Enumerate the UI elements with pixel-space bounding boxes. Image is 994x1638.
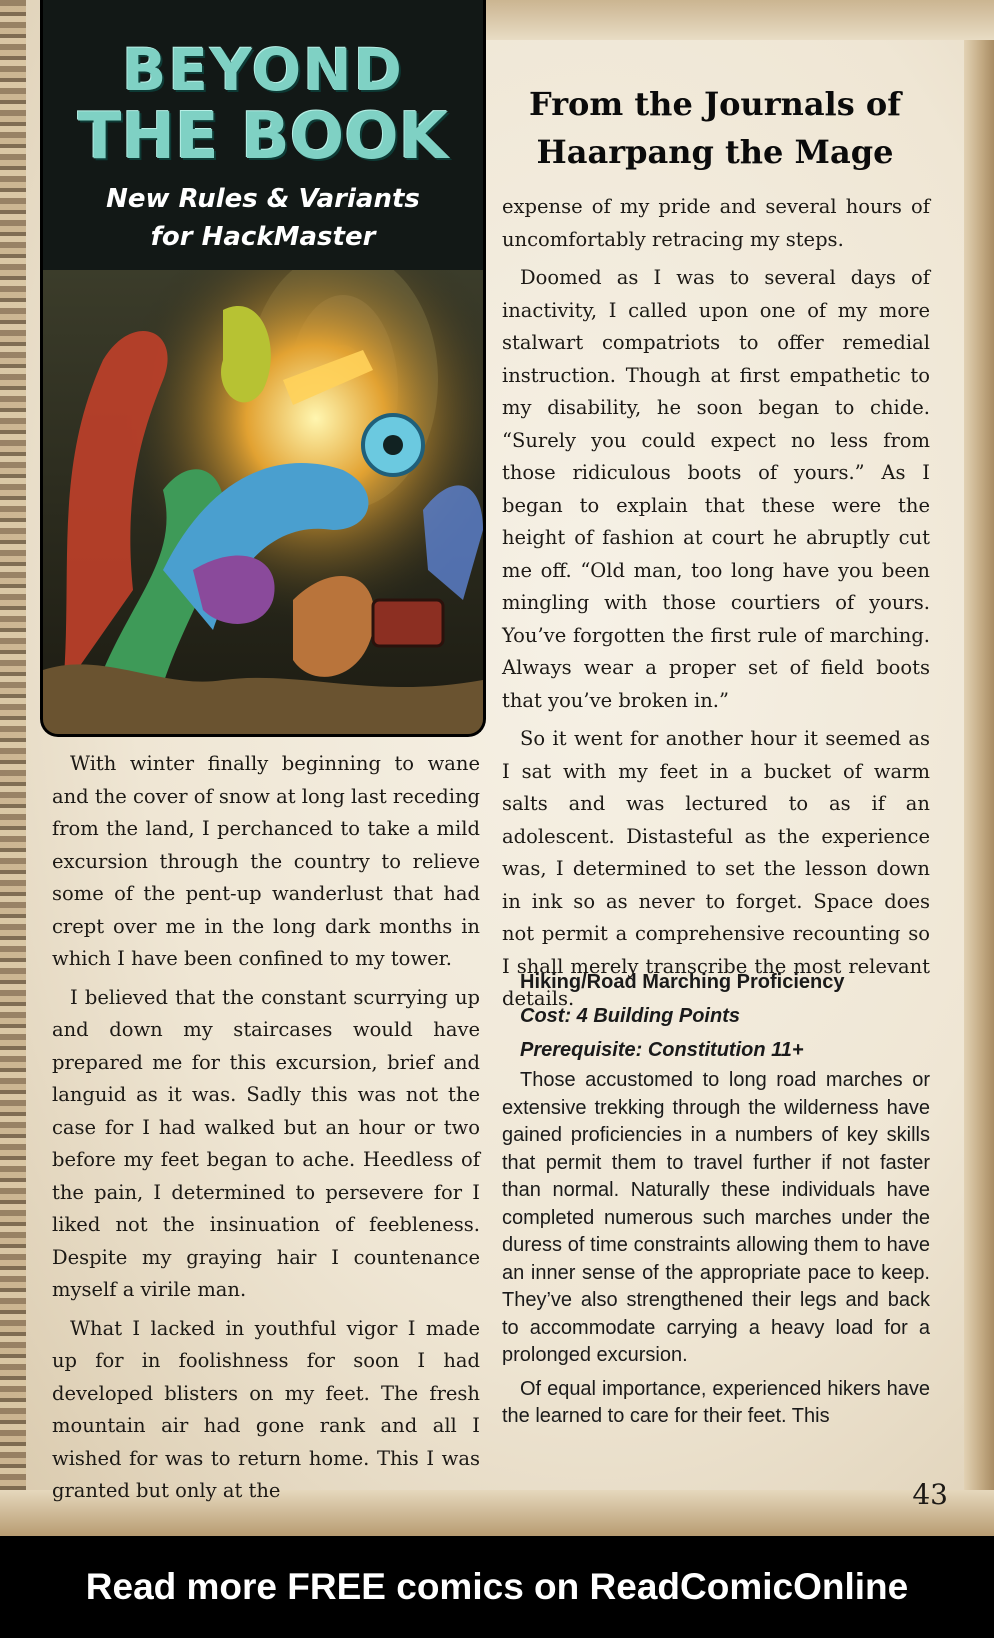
book-cover-illustration: [40, 0, 486, 737]
proficiency-prerequisite: Prerequisite: Constitution 11+: [520, 1039, 804, 1061]
cover-title-line1: BEYOND: [122, 36, 404, 104]
torn-right-edge: [964, 0, 994, 1536]
proficiency-title: Hiking/Road Marching Proficiency: [520, 971, 845, 993]
journal-left-column: [52, 748, 480, 1514]
journal-right-column: [502, 191, 930, 1022]
journal-paragraph: expense of my pride and several hours of uncomfortably retracing my steps.: [502, 195, 930, 251]
cover-title-line2: THE BOOK: [77, 100, 449, 174]
journal-paragraph: So it went for another hour it seemed as I sat with my feet in a bucket of warm salts and was lectured to as if an adolescent. Distasteful as the experience was, I determined to set the lesson down in ink so as never to forget. Space does not permit a comprehensive recounting so I shall merely transcribe the most relevant details.: [502, 727, 930, 1010]
proficiency-block: [502, 965, 930, 1437]
torn-left-edge: [0, 0, 26, 1536]
proficiency-cost: Cost: 4 Building Points: [520, 1005, 740, 1027]
proficiency-paragraph: Of equal importance, experienced hikers have the learned to care for their feet. This: [502, 1377, 930, 1427]
page-number: 43: [912, 1478, 948, 1511]
promo-banner[interactable]: Read more FREE comics on ReadComicOnline: [0, 1536, 994, 1638]
cover-subtitle-line2: for HackMaster: [150, 222, 376, 252]
journal-paragraph: What I lacked in youthful vigor I made up for in foolishness for soon I had developed blisters on my feet. The fresh mountain air had gone rank and all I wished for was to return home. This I was granted but only at the: [52, 1316, 480, 1502]
proficiency-paragraph: Those accustomed to long road marches or extensive trekking through the wilderness have gained proficiencies in a numbers of key skills that permit them to travel further if not faster than normal. Naturally these individuals have completed numerous such marches under the duress of time constraints allowing them to have an inner sense of the appropriate pace to keep. They’ve also strengthened their legs and back to accommodate carrying a heavy load for a prolonged excursion.: [502, 1069, 930, 1366]
torn-top-edge: [470, 0, 994, 40]
journal-paragraph: I believed that the constant scurrying up and down my staircases would have prepared me for this excursion, brief and languid as it was. Sadly this was not the case for I had walked but an hour or two before my feet began to ache. Heedless of the pain, I determined to persevere for I liked not the insinuation of feebleness. Despite my graying hair I countenance myself a virile man.: [52, 985, 480, 1301]
journal-paragraph: With winter finally beginning to wane and the cover of snow at long last receding from the land, I perchanced to take a mild excursion through the country to relieve some of the pent-up wanderlust that had crept over me in the long dark months in which I have been confined to my tower.: [52, 752, 480, 970]
journal-paragraph: Doomed as I was to several days of inactivity, I called upon one of my more stalwart compatriots to offer remedial instruction. Though at first empathetic to my disability, he soon began to chide. “Surely you could expect no less from those ridiculous boots of yours.” As I began to explain that these were the height of fashion at court he abruptly cut me off. “Old man, too long have you been mingling with those courtiers of yours. You’ve forgotten the first rule of marching. Always wear a proper set of field boots that you’ve broken in.”: [502, 266, 930, 712]
article-title-line2: Haarpang the Mage: [536, 133, 894, 171]
article-title-line1: From the Journals of: [529, 85, 901, 123]
dungeon-battle-artwork: [43, 270, 483, 734]
cover-subtitle-line1: New Rules & Variants: [106, 184, 420, 214]
